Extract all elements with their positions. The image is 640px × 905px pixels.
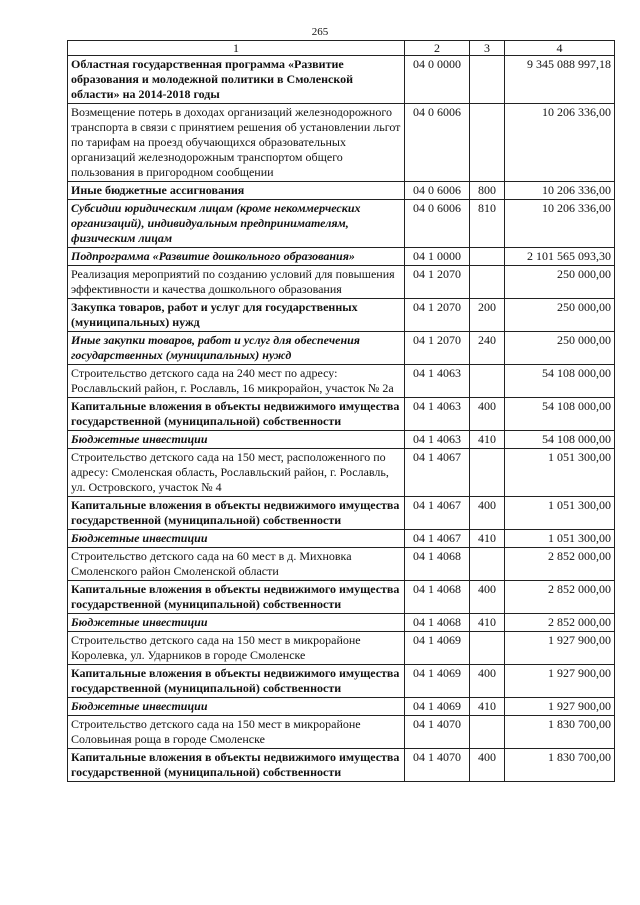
row-expense-type [470,365,505,398]
row-description: Реализация мероприятий по созданию условий для повышения эффективности и качества дошкольного образования [68,266,405,299]
row-expense-type [470,56,505,104]
row-expense-type: 410 [470,431,505,449]
column-header-1: 1 [68,41,405,56]
row-target-code: 04 1 2070 [405,266,470,299]
row-target-code: 04 1 4067 [405,530,470,548]
row-description: Бюджетные инвестиции [68,614,405,632]
row-expense-type: 200 [470,299,505,332]
row-expense-type: 400 [470,398,505,431]
row-amount: 2 852 000,00 [505,614,615,632]
row-amount: 54 108 000,00 [505,431,615,449]
row-amount: 54 108 000,00 [505,398,615,431]
row-expense-type: 400 [470,749,505,782]
row-expense-type [470,104,505,182]
row-description: Строительство детского сада на 60 мест в д. Михновка Смоленского район Смоленской области [68,548,405,581]
row-expense-type: 410 [470,698,505,716]
row-amount: 1 927 900,00 [505,665,615,698]
row-target-code: 04 1 4063 [405,365,470,398]
row-target-code: 04 1 4070 [405,716,470,749]
table-row [68,530,615,548]
row-description: Капитальные вложения в объекты недвижимого имущества государственной (муниципальной) собственности [68,581,405,614]
table-row [68,716,615,749]
row-amount: 1 051 300,00 [505,497,615,530]
row-target-code: 04 0 0000 [405,56,470,104]
table-row [68,56,615,104]
table-row [68,698,615,716]
row-amount: 10 206 336,00 [505,104,615,182]
column-header-4: 4 [505,41,615,56]
row-target-code: 04 1 4069 [405,632,470,665]
table-row [68,200,615,248]
row-expense-type: 400 [470,581,505,614]
table-row [68,449,615,497]
row-amount: 10 206 336,00 [505,200,615,248]
row-expense-type [470,632,505,665]
row-target-code: 04 1 4067 [405,497,470,530]
row-description: Областная государственная программа «Развитие образования и молодежной политики в Смоленской области» на 2014-2018 годы [68,56,405,104]
table-row [68,248,615,266]
row-target-code: 04 1 4068 [405,614,470,632]
budget-table [67,40,615,782]
row-target-code: 04 1 2070 [405,299,470,332]
row-description: Строительство детского сада на 150 мест в микрорайоне Королевка, ул. Ударников в городе Смоленске [68,632,405,665]
row-target-code: 04 0 6006 [405,104,470,182]
table-header-row [68,41,615,56]
row-amount: 1 051 300,00 [505,449,615,497]
row-amount: 2 101 565 093,30 [505,248,615,266]
table-row [68,431,615,449]
row-amount: 54 108 000,00 [505,365,615,398]
row-target-code: 04 1 2070 [405,332,470,365]
row-amount: 1 927 900,00 [505,698,615,716]
row-description: Субсидии юридическим лицам (кроме некоммерческих организаций), индивидуальным предпринимателям, физическим лицам [68,200,405,248]
row-description: Строительство детского сада на 240 мест по адресу: Рославльский район, г. Рославль, 16 микрорайон, участок № 2а [68,365,405,398]
table-row [68,398,615,431]
table-body [68,56,615,782]
table-row [68,614,615,632]
row-description: Иные бюджетные ассигнования [68,182,405,200]
table-row [68,182,615,200]
row-expense-type: 410 [470,614,505,632]
row-target-code: 04 1 4070 [405,749,470,782]
row-expense-type: 410 [470,530,505,548]
page-number: 265 [311,26,329,38]
table-row [68,548,615,581]
row-target-code: 04 1 0000 [405,248,470,266]
row-description: Бюджетные инвестиции [68,431,405,449]
row-amount: 1 830 700,00 [505,749,615,782]
table-row [68,581,615,614]
row-amount: 2 852 000,00 [505,548,615,581]
row-amount: 250 000,00 [505,299,615,332]
row-target-code: 04 1 4063 [405,398,470,431]
table-row [68,104,615,182]
row-expense-type [470,266,505,299]
row-expense-type [470,716,505,749]
row-expense-type [470,248,505,266]
row-amount: 9 345 088 997,18 [505,56,615,104]
row-target-code: 04 0 6006 [405,200,470,248]
row-target-code: 04 1 4063 [405,431,470,449]
table-row [68,332,615,365]
row-target-code: 04 1 4067 [405,449,470,497]
row-target-code: 04 1 4068 [405,581,470,614]
row-amount: 250 000,00 [505,332,615,365]
row-target-code: 04 0 6006 [405,182,470,200]
row-amount: 2 852 000,00 [505,581,615,614]
row-description: Закупка товаров, работ и услуг для государственных (муниципальных) нужд [68,299,405,332]
table-row [68,365,615,398]
row-expense-type: 400 [470,497,505,530]
row-description: Капитальные вложения в объекты недвижимого имущества государственной (муниципальной) собственности [68,398,405,431]
row-description: Капитальные вложения в объекты недвижимого имущества государственной (муниципальной) собственности [68,749,405,782]
row-amount: 250 000,00 [505,266,615,299]
row-description: Бюджетные инвестиции [68,698,405,716]
row-amount: 1 927 900,00 [505,632,615,665]
row-expense-type: 400 [470,665,505,698]
row-description: Строительство детского сада на 150 мест в микрорайоне Соловьиная роща в городе Смоленске [68,716,405,749]
row-description: Капитальные вложения в объекты недвижимого имущества государственной (муниципальной) собственности [68,665,405,698]
row-target-code: 04 1 4069 [405,665,470,698]
table-row [68,632,615,665]
row-description: Строительство детского сада на 150 мест, расположенного по адресу: Смоленская область, Рославльский район, г. Рославль, ул. Островского, участок № 4 [68,449,405,497]
row-expense-type: 810 [470,200,505,248]
row-expense-type [470,548,505,581]
row-description: Иные закупки товаров, работ и услуг для обеспечения государственных (муниципальных) нужд [68,332,405,365]
row-target-code: 04 1 4069 [405,698,470,716]
table-row [68,266,615,299]
column-header-3: 3 [470,41,505,56]
row-description: Подпрограмма «Развитие дошкольного образования» [68,248,405,266]
row-expense-type [470,449,505,497]
table-row [68,299,615,332]
table-row [68,665,615,698]
row-expense-type: 800 [470,182,505,200]
row-description: Бюджетные инвестиции [68,530,405,548]
row-amount: 10 206 336,00 [505,182,615,200]
table-row [68,749,615,782]
row-amount: 1 830 700,00 [505,716,615,749]
row-description: Возмещение потерь в доходах организаций железнодорожного транспорта в связи с принятием решения об установлении льгот по тарифам на проезд обучающихся образовательных организаций железнодорожным транспортом общего пользования в пригородном сообщении [68,104,405,182]
row-description: Капитальные вложения в объекты недвижимого имущества государственной (муниципальной) собственности [68,497,405,530]
column-header-2: 2 [405,41,470,56]
row-amount: 1 051 300,00 [505,530,615,548]
row-expense-type: 240 [470,332,505,365]
table-row [68,497,615,530]
row-target-code: 04 1 4068 [405,548,470,581]
